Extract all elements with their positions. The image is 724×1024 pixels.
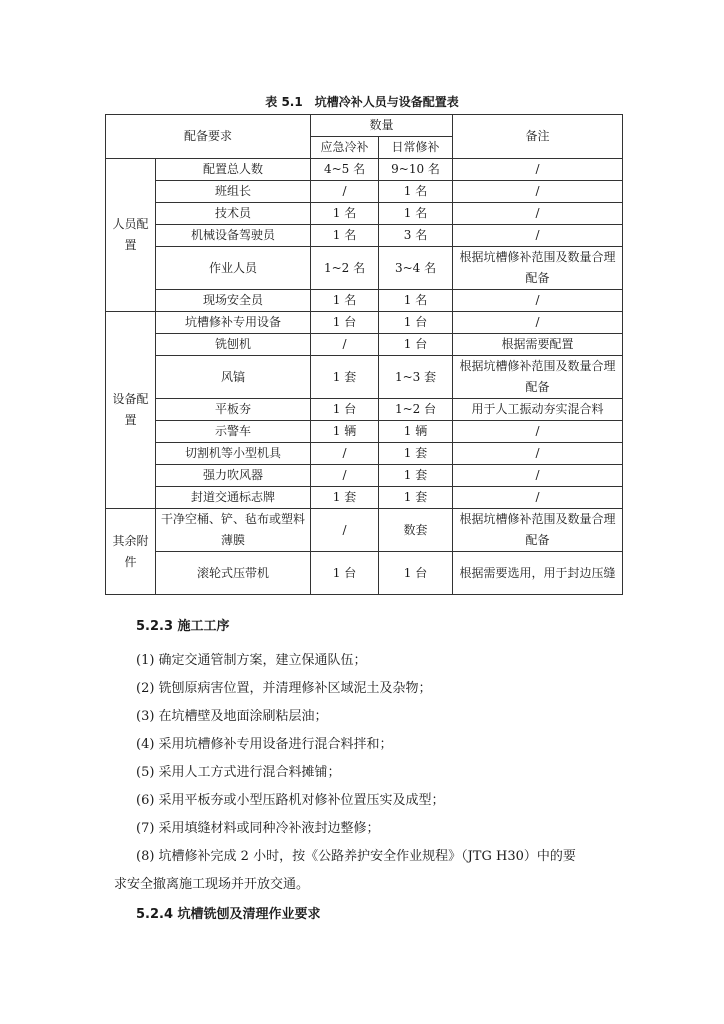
header-quantity: 数量 <box>311 115 453 137</box>
step-3: (3) 在坑槽壁及地面涂刷粘层油； <box>136 709 328 724</box>
step-1: (1) 确定交通管制方案，建立保通队伍； <box>136 653 367 668</box>
step-5: (5) 采用人工方式进行混合料摊铺； <box>136 765 341 780</box>
table-row: 设备配置 坑槽修补专用设备 1 台 1 台 / <box>106 312 623 334</box>
table-row: 封道交通标志牌 1 套 1 套 / <box>106 487 623 509</box>
table-row: 其余附件 干净空桶、铲、毡布或塑料薄膜 / 数套 根据坑槽修补范围及数量合理配备 <box>106 509 623 552</box>
group-equipment: 设备配置 <box>106 312 156 509</box>
step-7: (7) 采用填缝材料或同种冷补液封边整修； <box>136 821 380 836</box>
step-2: (2) 铣刨原病害位置，并清理修补区域泥土及杂物； <box>136 681 432 696</box>
table-row: 人员配置 配置总人数 4~5 名 9~10 名 / <box>106 159 623 181</box>
group-personnel: 人员配置 <box>106 159 156 312</box>
config-table <box>105 114 623 595</box>
table-row: 滚轮式压带机 1 台 1 台 根据需要选用，用于封边压缝 <box>106 552 623 595</box>
table-row: 风镐 1 套 1~3 套 根据坑槽修补范围及数量合理配备 <box>106 356 623 399</box>
step-4: (4) 采用坑槽修补专用设备进行混合料拌和； <box>136 737 393 752</box>
header-emergency: 应急冷补 <box>311 137 379 159</box>
section-heading-523: 5.2.3 施工工序 <box>136 619 230 634</box>
table-row: 切割机等小型机具 / 1 套 / <box>106 443 623 465</box>
step-6: (6) 采用平板夯或小型压路机对修补位置压实及成型； <box>136 793 445 808</box>
table-row: 机械设备驾驶员 1 名 3 名 / <box>106 225 623 247</box>
group-other: 其余附件 <box>106 509 156 595</box>
header-daily: 日常修补 <box>379 137 453 159</box>
table-row: 铣刨机 / 1 台 根据需要配置 <box>106 334 623 356</box>
step-8-continued: 求安全撤离施工现场并开放交通。 <box>114 877 310 892</box>
table-row: 技术员 1 名 1 名 / <box>106 203 623 225</box>
step-8: (8) 坑槽修补完成 2 小时，按《公路养护安全作业规程》（JTG H30）中的要 <box>136 849 576 864</box>
header-note: 备注 <box>453 115 623 159</box>
header-config: 配备要求 <box>106 115 311 159</box>
table-row: 示警车 1 辆 1 辆 / <box>106 421 623 443</box>
table-row: 强力吹风器 / 1 套 / <box>106 465 623 487</box>
table-row: 班组长 / 1 名 / <box>106 181 623 203</box>
table-row: 平板夯 1 台 1~2 台 用于人工振动夯实混合料 <box>106 399 623 421</box>
section-heading-524: 5.2.4 坑槽铣刨及清理作业要求 <box>136 907 321 922</box>
table-row: 作业人员 1~2 名 3~4 名 根据坑槽修补范围及数量合理配备 <box>106 247 623 290</box>
table-caption: 表 5.1 坑槽冷补人员与设备配置表 <box>265 95 459 109</box>
table-row: 现场安全员 1 名 1 名 / <box>106 290 623 312</box>
